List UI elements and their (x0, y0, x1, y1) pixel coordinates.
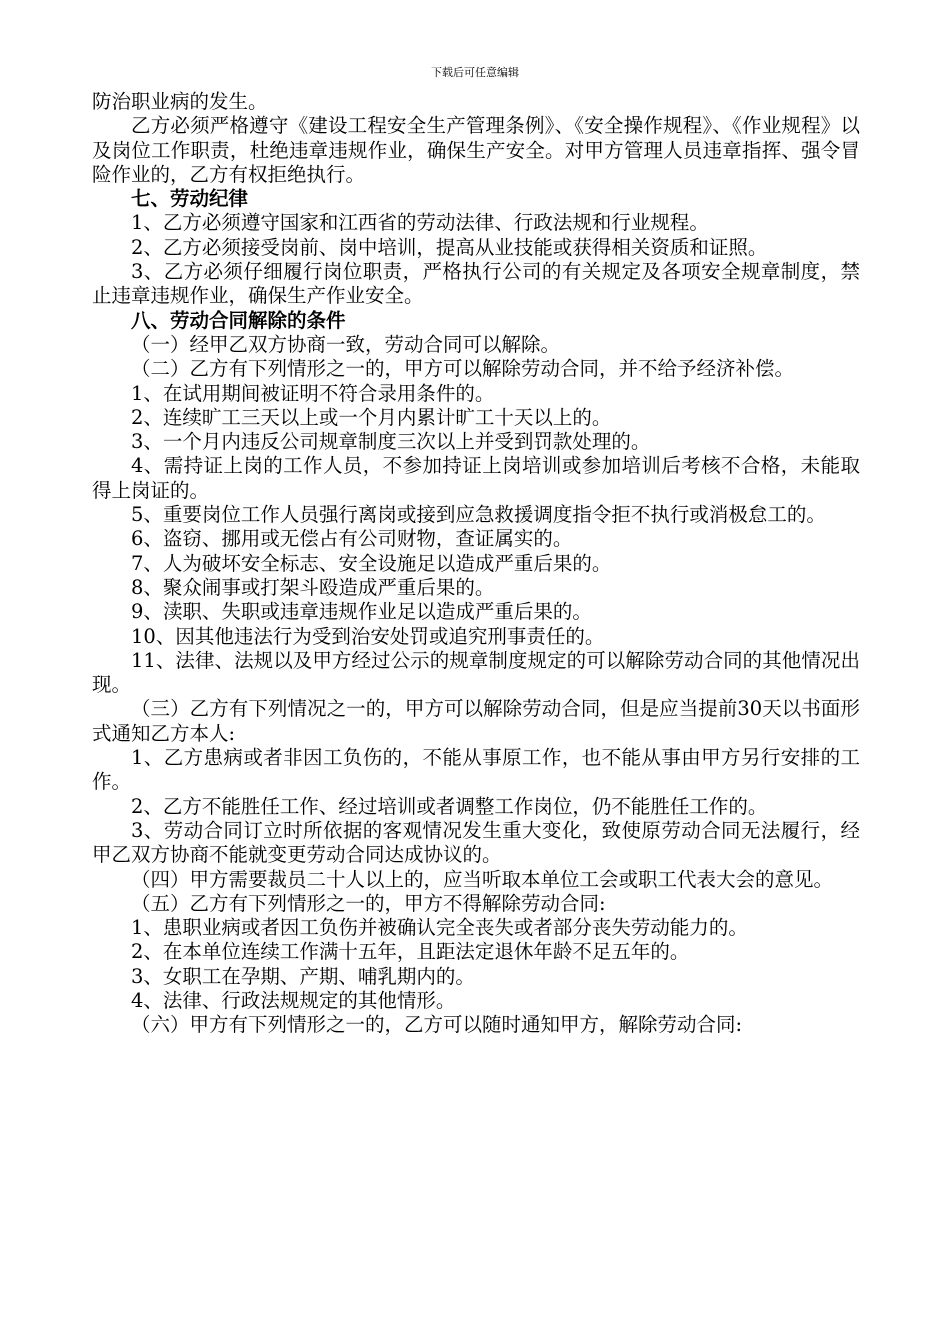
paragraph: 乙方必须严格遵守《建设工程安全生产管理条例》、《安全操作规程》、《作业规程》以及岗位工作职责，杜绝违章违规作业，确保生产安全。对甲方管理人员违章指挥、强令冒险作业的，乙方有权拒绝执行。 (92, 114, 860, 186)
paragraph: 3、乙方必须仔细履行岗位职责，严格执行公司的有关规定及各项安全规章制度，禁止违章违规作业，确保生产作业安全。 (92, 260, 860, 308)
paragraph: 1、在试用期间被证明不符合录用条件的。 (131, 381, 495, 405)
document-body (92, 90, 860, 1038)
section-heading: 八、劳动合同解除的条件 (131, 308, 346, 332)
paragraph: 4、法律、行政法规规定的其他情形。 (131, 988, 456, 1012)
paragraph: 3、女职工在孕期、产期、哺乳期内的。 (131, 964, 475, 988)
paragraph: （三）乙方有下列情况之一的，甲方可以解除劳动合同，但是应当提前30天以书面形式通知乙方本人: (92, 697, 860, 745)
paragraph: 7、人为破坏安全标志、安全设施足以造成严重后果的。 (131, 551, 612, 575)
paragraph: 10、因其他违法行为受到治安处罚或追究刑事责任的。 (131, 624, 605, 648)
paragraph: 6、盗窃、挪用或无偿占有公司财物，查证属实的。 (131, 527, 573, 551)
paragraph: 2、在本单位连续工作满十五年，且距法定退休年龄不足五年的。 (131, 940, 690, 964)
paragraph: 9、渎职、失职或违章违规作业足以造成严重后果的。 (131, 600, 592, 624)
paragraph: （二）乙方有下列情形之一的，甲方可以解除劳动合同，并不给予经济补偿。 (131, 357, 795, 381)
paragraph: 3、一个月内违反公司规章制度三次以上并受到罚款处理的。 (131, 430, 651, 454)
paragraph: 5、重要岗位工作人员强行离岗或接到应急救援调度指令拒不执行或消极怠工的。 (131, 503, 826, 527)
paragraph: 8、聚众闹事或打架斗殴造成严重后果的。 (131, 575, 495, 599)
paragraph: 4、需持证上岗的工作人员，不参加持证上岗培训或参加培训后考核不合格，未能取得上岗证的。 (92, 454, 860, 502)
paragraph: 3、劳动合同订立时所依据的客观情况发生重大变化，致使原劳动合同无法履行，经甲乙双方协商不能就变更劳动合同达成协议的。 (92, 818, 860, 867)
paragraph: 11、法律、法规以及甲方经过公示的规章制度规定的可以解除劳动合同的其他情况出现。 (92, 648, 860, 697)
section-heading: 七、劳动纪律 (131, 187, 249, 211)
paragraph: （五）乙方有下列情形之一的，甲方不得解除劳动合同: (131, 891, 606, 915)
paragraph: 防治职业病的发生。 (92, 90, 268, 113)
paragraph: （六）甲方有下列情形之一的，乙方可以随时通知甲方，解除劳动合同: (131, 1013, 743, 1037)
paragraph: 1、患职业病或者因工负伤并被确认完全丧失或者部分丧失劳动能力的。 (131, 916, 748, 940)
paragraph: （四）甲方需要裁员二十人以上的，应当听取本单位工会或职工代表大会的意见。 (131, 867, 834, 891)
paragraph: 1、乙方患病或者非因工负伤的，不能从事原工作，也不能从事由甲方另行安排的工作。 (92, 746, 860, 794)
page-header: 下载后可任意编辑 (431, 66, 519, 79)
paragraph: 2、连续旷工三天以上或一个月内累计旷工十天以上的。 (131, 405, 612, 429)
paragraph: 2、乙方不能胜任工作、经过培训或者调整工作岗位，仍不能胜任工作的。 (131, 794, 768, 818)
paragraph: （一）经甲乙双方协商一致，劳动合同可以解除。 (131, 332, 561, 356)
paragraph: 1、乙方必须遵守国家和江西省的劳动法律、行政法规和行业规程。 (131, 211, 709, 235)
paragraph: 2、乙方必须接受岗前、岗中培训，提高从业技能或获得相关资质和证照。 (131, 235, 768, 259)
